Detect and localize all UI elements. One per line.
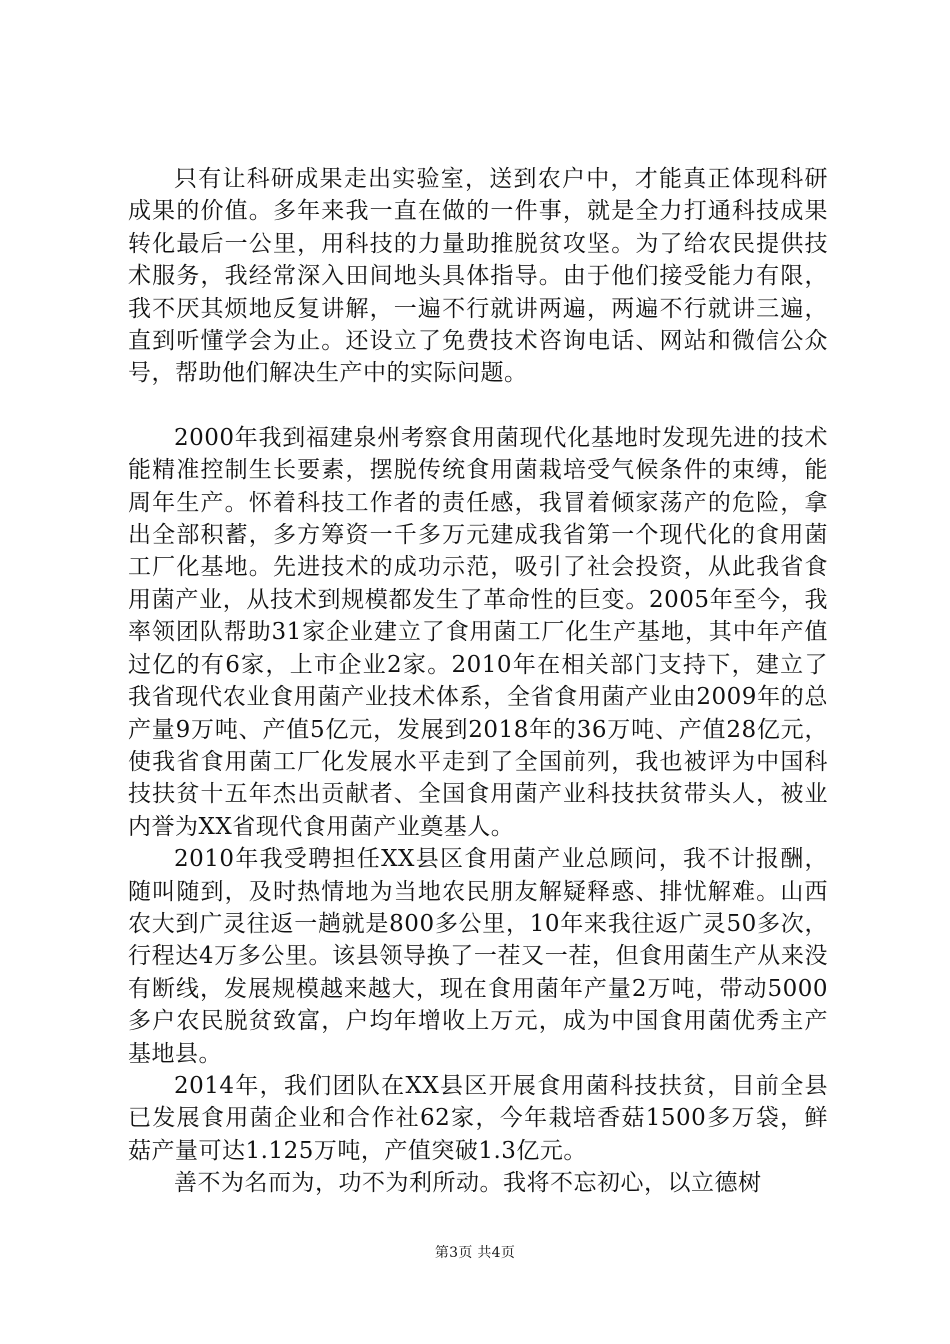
paragraph-1: 只有让科研成果走出实验室，送到农户中，才能真正体现科研成果的价值。多年来我一直在做的一件事，就是全力打通科技成果转化最后一公里，用科技的力量助推脱贫攻坚。为了给农民提供技术服务，我经常深入田间地头具体指导。由于他们接受能力有限，我不厌其烦地反复讲解，一遍不行就讲两遍，两遍不行就讲三遍，直到听懂学会为止。还设立了免费技术咨询电话、网站和微信公众号，帮助他们解决生产中的实际问题。 bbox=[128, 166, 828, 387]
paragraph-5: 善不为名而为，功不为利所动。我将不忘初心，以立德树 bbox=[174, 1170, 762, 1197]
page-footer: 第3页 共4页 bbox=[434, 1245, 516, 1261]
paragraph-4: 2014年，我们团队在XX县区开展食用菌科技扶贫，目前全县已发展食用菌企业和合作社62家，今年栽培香菇1500多万袋，鲜菇产量可达1.125万吨，产值突破1.3亿元。 bbox=[128, 1072, 828, 1164]
document-body bbox=[128, 163, 828, 1200]
paragraph-3: 2010年我受聘担任XX县区食用菌产业总顾问，我不计报酬，随叫随到，及时热情地为当地农民朋友解疑释惑、排忧解难。山西农大到广灵往返一趟就是800多公里，10年来我往返广灵50多次，行程达4万多公里。该县领导换了一茬又一茬，但食用菌生产从来没有断线，发展规模越来越大，现在食用菌年产量2万吨，带动5000多户农民脱贫致富，户均年增收上万元，成为中国食用菌优秀主产基地县。 bbox=[128, 846, 828, 1067]
paragraph-2: 2000年我到福建泉州考察食用菌现代化基地时发现先进的技术能精准控制生长要素，摆脱传统食用菌栽培受气候条件的束缚，能周年生产。怀着科技工作者的责任感，我冒着倾家荡产的危险，拿出全部积蓄，多方筹资一千多万元建成我省第一个现代化的食用菌工厂化基地。先进技术的成功示范，吸引了社会投资，从此我省食用菌产业，从技术到规模都发生了革命性的巨变。2005年至今，我率领团队帮助31家企业建立了食用菌工厂化生产基地，其中年产值过亿的有6家，上市企业2家。2010年在相关部门支持下，建立了我省现代农业食用菌产业技术体系，全省食用菌产业由2009年的总产量9万吨、产值5亿元，发展到2018年的36万吨、产值28亿元，使我省食用菌工厂化发展水平走到了全国前列，我也被评为中国科技扶贫十五年杰出贡献者、全国食用菌产业科技扶贫带头人，被业内誉为XX省现代食用菌产业奠基人。 bbox=[128, 424, 828, 840]
